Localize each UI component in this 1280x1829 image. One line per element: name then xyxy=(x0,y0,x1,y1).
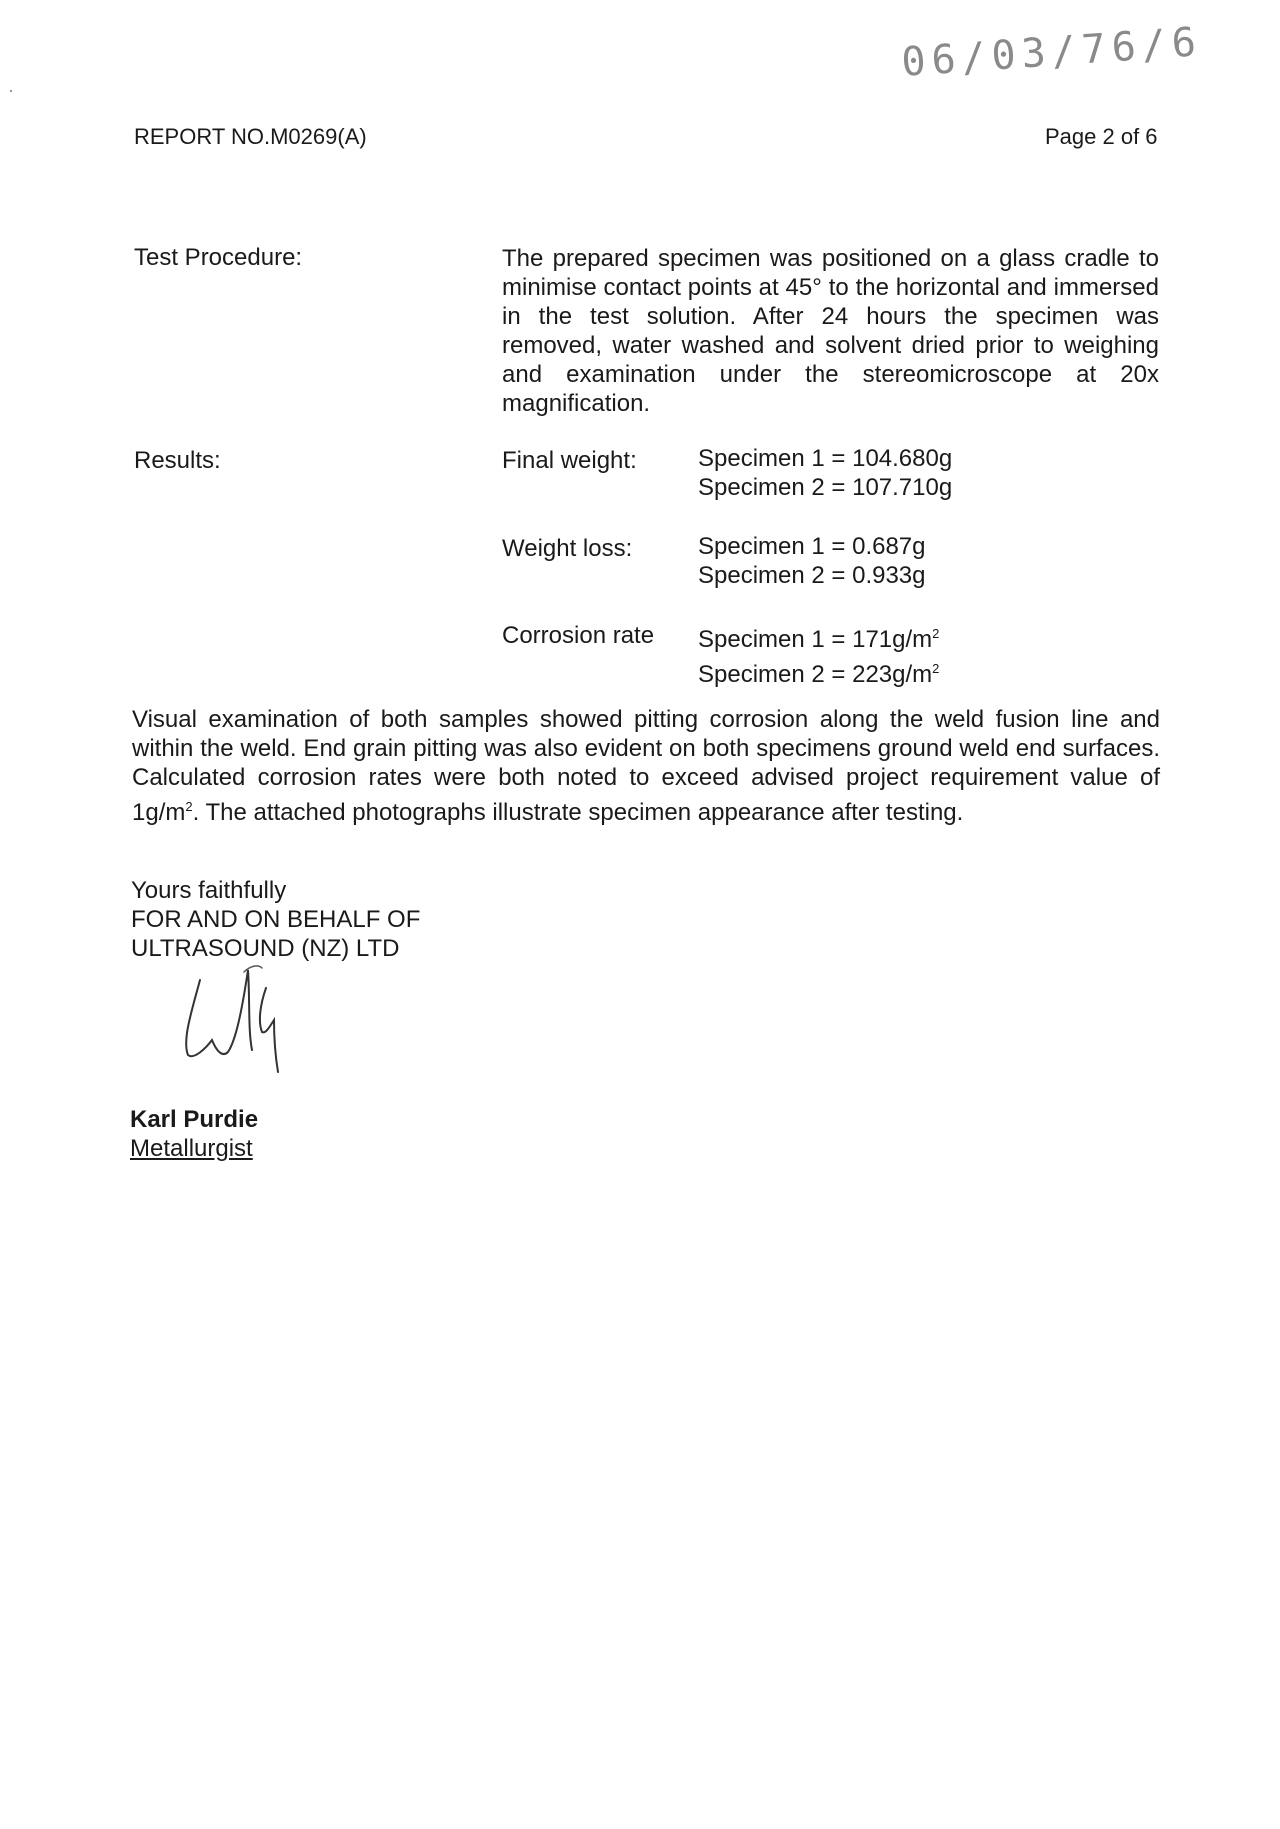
results-label: Results: xyxy=(134,447,221,474)
corrosion-rate-specimen-1: Specimen $1 = 171g/m^2$ xyxy=(698,626,940,653)
final-weight-label: Final weight: xyxy=(502,447,637,474)
document-stamp-number: 06/03/76/6 xyxy=(900,19,1204,86)
corrosion-rate-values xyxy=(698,619,939,689)
signer-name: Karl Purdie xyxy=(130,1106,259,1133)
page-number: Page 2 of 6 xyxy=(1045,124,1158,149)
handwritten-signature xyxy=(170,960,310,1080)
discussion-paragraph: Visual examination of both samples showed pitting corrosion along the weld fusion line and within the weld. End grain pitting was also evident on both specimens ground weld end surfaces. Calculated corrosion rates were both noted to exceed advised project requirement value of $1g/m^2$. The attached photographs illustrate specimen appearance after testing. xyxy=(132,706,1160,826)
closing-block xyxy=(131,876,420,963)
corrosion-rate-label: Corrosion rate xyxy=(502,622,655,649)
final-weight-values xyxy=(698,444,952,502)
test-procedure-text: The prepared specimen was positioned on a glass cradle to minimise contact points at 45° to the horizontal and immersed in the test solution. After 24 hours the specimen was removed, water washed and solvent dried prior to weighing and examination under the stereomicroscope at 20x magnification. xyxy=(502,245,1159,417)
final-weight-specimen-2: Specimen 2 = 107.710g xyxy=(698,474,953,501)
weight-loss-specimen-1: Specimen 1 = 0.687g xyxy=(698,533,926,560)
closing-salutation: Yours faithfully xyxy=(131,877,287,904)
report-number: REPORT NO.M0269(A) xyxy=(134,124,367,149)
test-procedure-label: Test Procedure: xyxy=(134,244,303,271)
weight-loss-values xyxy=(698,532,926,590)
corrosion-rate-specimen-2: Specimen $2 = 223g/m^2$ xyxy=(698,661,940,688)
final-weight-specimen-1: Specimen 1 = 104.680g xyxy=(698,445,953,472)
weight-loss-label: Weight loss: xyxy=(502,535,633,562)
weight-loss-specimen-2: Specimen 2 = 0.933g xyxy=(698,562,926,589)
signer-title: Metallurgist xyxy=(130,1135,253,1162)
closing-behalf: FOR AND ON BEHALF OF xyxy=(131,906,421,933)
scan-speck xyxy=(10,90,12,92)
closing-company: ULTRASOUND (NZ) LTD xyxy=(131,935,400,962)
